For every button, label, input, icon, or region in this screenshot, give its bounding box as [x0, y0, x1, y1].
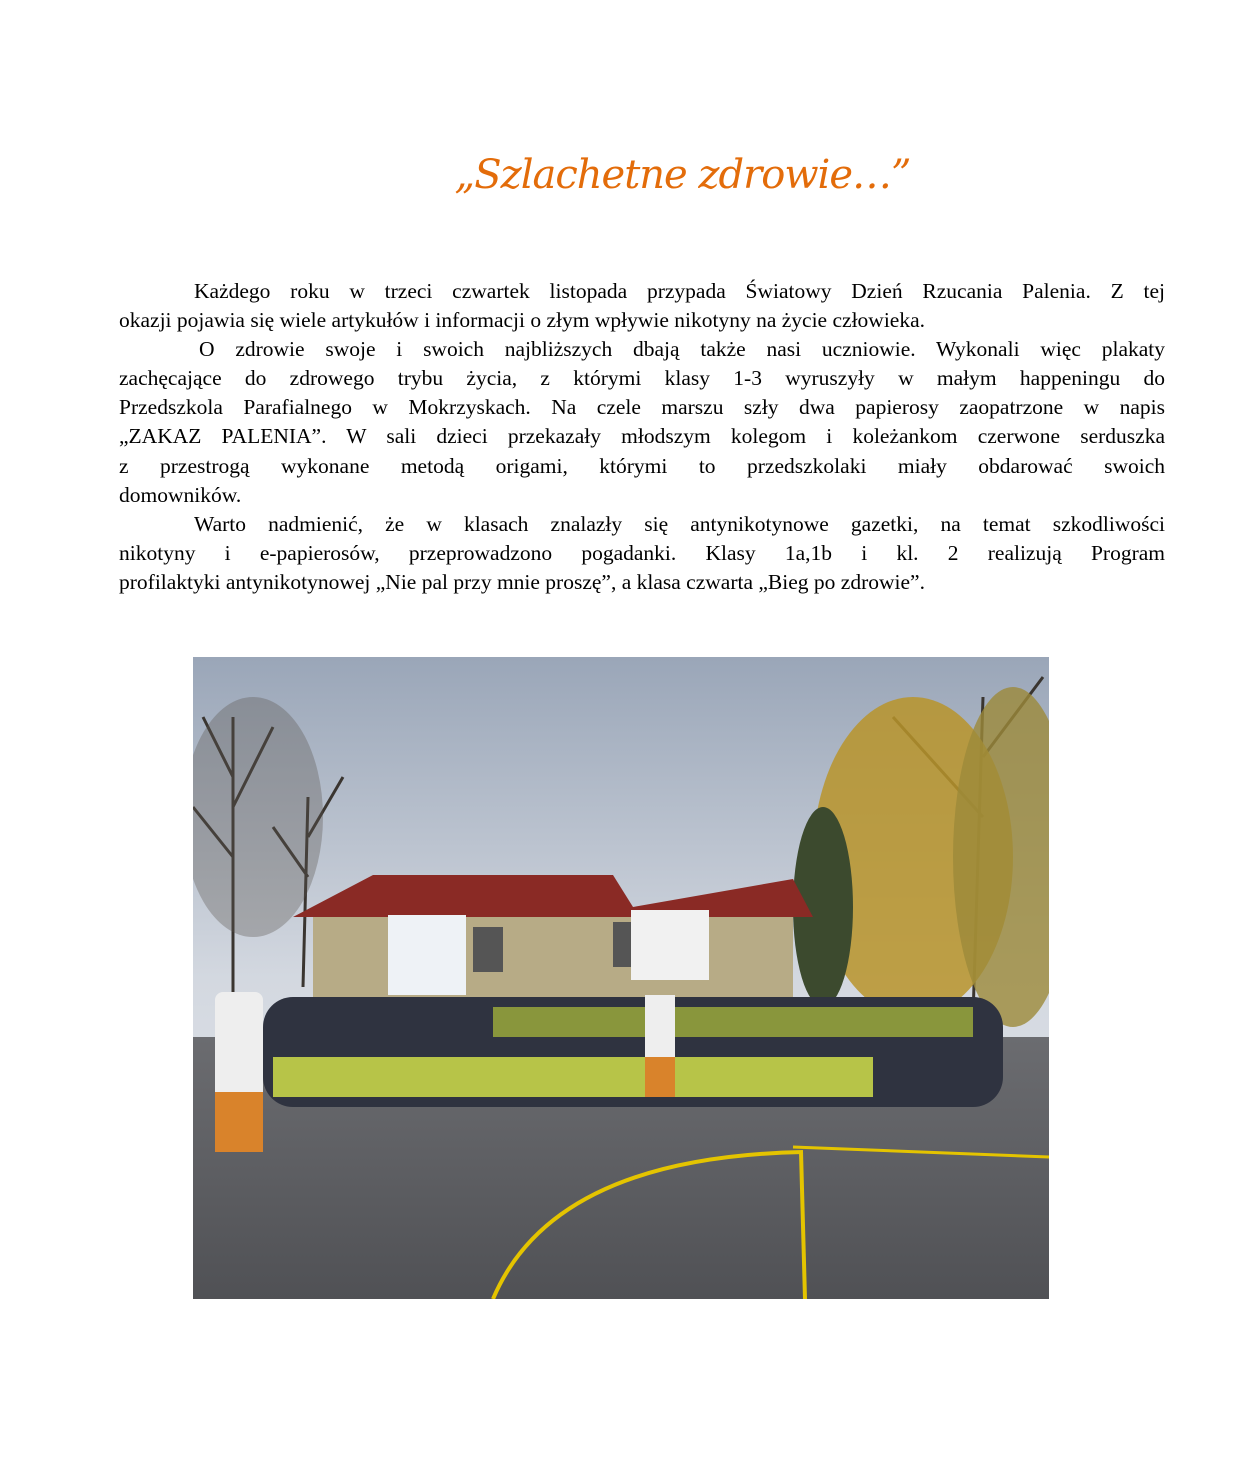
paragraph-2	[119, 335, 1165, 510]
text-line: nikotyny i e-papierosów, przeprowadzono pogadanki. Klasy 1a,1b i kl. 2 realizują Program	[119, 540, 1165, 565]
building	[293, 875, 813, 997]
children-group	[263, 997, 1003, 1107]
document-title: „Szlachetne zdrowie…”	[454, 152, 911, 198]
text-line: „ZAKAZ PALENIA”. W sali dzieci przekazały młodszym kolegom i koleżankom czerwone serduszka	[119, 424, 1165, 449]
text-line: z przestrogą wykonane metodą origami, którymi to przedszkolaki miały obdarować swoich	[119, 453, 1165, 478]
text-line: Przedszkola Parafialnego w Mokrzyskach. Na czele marszu szły dwa papierosy zaopatrzone w napis	[119, 395, 1165, 420]
text-line: domowników.	[119, 482, 242, 507]
text-line: O zdrowie swoje i swoich najbliższych dbają także nasi uczniowie. Wykonali więc plakaty	[199, 337, 1165, 362]
text-line: Każdego roku w trzeci czwartek listopada przypada Światowy Dzień Rzucania Palenia. Z tej	[194, 279, 1165, 303]
article-body	[119, 277, 1165, 597]
group-photo	[193, 657, 1049, 1299]
text-line: zachęcające do zdrowego trybu życia, z którymi klasy 1-3 wyruszyły w małym happeningu do	[119, 366, 1165, 391]
photo-illustration	[193, 657, 1049, 1299]
text-line: profilaktyki antynikotynowej „Nie pal przy mnie proszę”, a klasa czwarta „Bieg po zdrowie”.	[119, 569, 925, 594]
paragraph-1	[119, 277, 1165, 335]
poster-left	[388, 915, 466, 995]
poster-right	[631, 910, 709, 980]
text-line: okazji pojawia się wiele artykułów i informacji o złym wpływie nikotyny na życie człowieka.	[119, 308, 925, 333]
paragraph-3	[119, 510, 1165, 597]
text-line: Warto nadmienić, że w klasach znalazły się antynikotynowe gazetki, na temat szkodliwości	[194, 511, 1165, 536]
